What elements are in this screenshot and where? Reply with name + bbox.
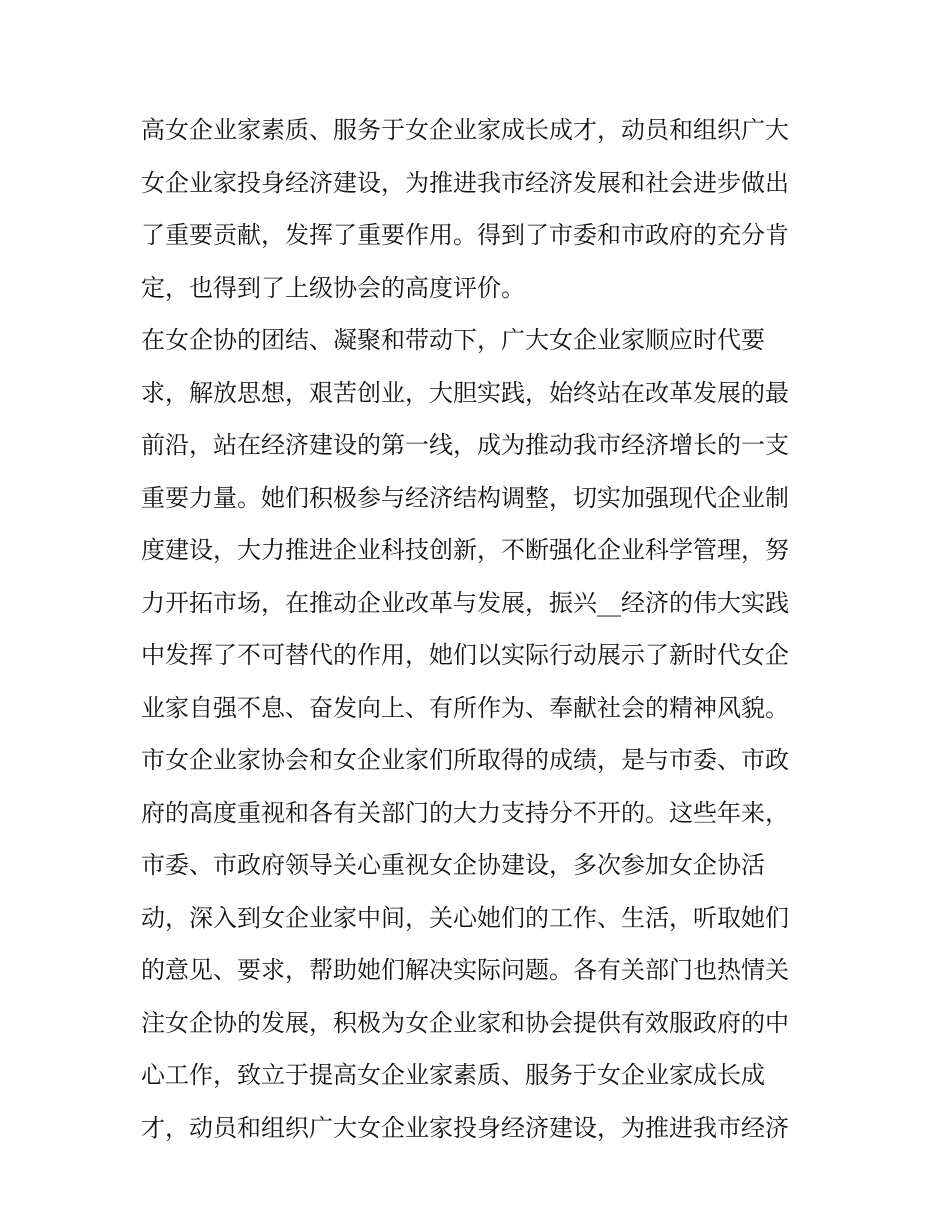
text-line-11: 中发挥了不可替代的作用，她们以实际行动展示了新时代女企: [141, 641, 789, 669]
text-line-15: 市委、市政府领导关心重视女企协建设，多次参加女企协活: [141, 851, 765, 879]
text-line-13: 市女企业家协会和女企业家们所取得的成绩，是与市委、市政: [141, 746, 789, 774]
text-line-19: 心工作，致立于提高女企业家素质、服务于女企业家成长成: [141, 1061, 765, 1089]
text-line-12: 业家自强不息、奋发向上、有所作为、奉献社会的精神风貌。: [141, 693, 789, 722]
text-line-10: 力开拓市场，在推动企业改革与发展，振兴__经济的伟大实践: [141, 588, 789, 617]
text-line-8: 重要力量。她们积极参与经济结构调整，切实加强现代企业制: [141, 483, 789, 512]
text-line-5: 在女企协的团结、凝聚和带动下，广大女企业家顺应时代要: [141, 326, 765, 354]
text-line-9: 度建设，大力推进企业科技创新，不断强化企业科学管理，努: [141, 536, 789, 564]
text-line-2: 女企业家投身经济建设，为推进我市经济发展和社会进步做出: [141, 168, 789, 197]
text-line-4: 定，也得到了上级协会的高度评价。: [141, 273, 525, 302]
text-line-7: 前沿，站在经济建设的第一线，成为推动我市经济增长的一支: [141, 431, 789, 459]
text-line-1: 高女企业家素质、服务于女企业家成长成才，动员和组织广大: [141, 116, 789, 144]
text-line-17: 的意见、要求，帮助她们解决实际问题。各有关部门也热情关: [141, 956, 789, 984]
body-text: [141, 104, 821, 1154]
text-line-14: 府的高度重视和各有关部门的大力支持分不开的。这些年来，: [141, 798, 789, 827]
text-line-16: 动，深入到女企业家中间，关心她们的工作、生活，听取她们: [141, 903, 789, 932]
text-line-18: 注女企协的发展，积极为女企业家和协会提供有效服政府的中: [141, 1008, 789, 1037]
text-line-20: 才，动员和组织广大女企业家投身经济建设，为推进我市经济: [141, 1113, 789, 1142]
text-line-6: 求，解放思想，艰苦创业，大胆实践，始终站在改革发展的最: [141, 378, 789, 407]
text-line-3: 了重要贡献，发挥了重要作用。得到了市委和市政府的充分肯: [141, 221, 789, 249]
